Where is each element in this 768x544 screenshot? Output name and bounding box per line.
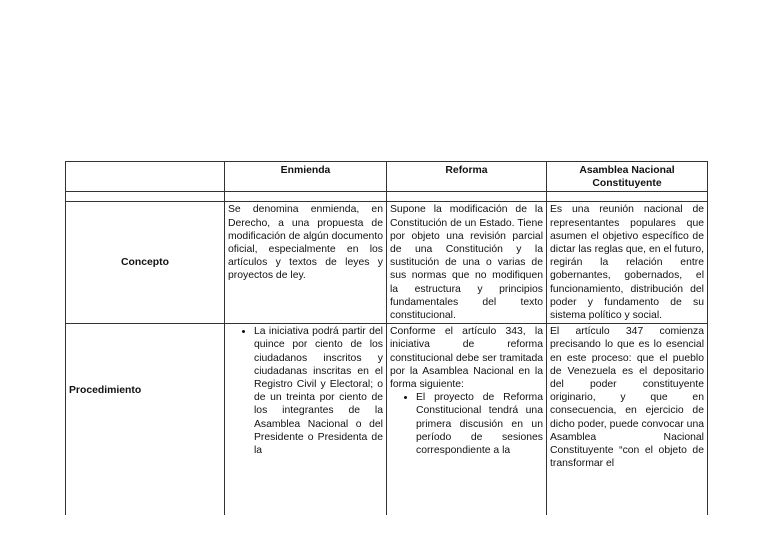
spacer-row [66,192,708,202]
table-row [66,324,708,516]
procedimiento-asamblea: El artículo 347 comienza precisando lo que es lo esencial en este proceso: que el pueblo de Venezuela es el depositario del poder constituyente originario, y que en consecuencia, en ejercicio de dicho poder, puede convocar una Asamblea Nacional Constituyente “con el objeto de transformar el [547,324,708,516]
reforma-intro: Conforme el artículo 343, la iniciativa de reforma constitucional debe ser tramitada por la Asamblea Nacional en la forma siguiente: [390,326,543,391]
list-item: • La iniciativa podrá partir del quince por ciento de los ciudadanos inscritos y ciudadanas inscritas en el Registro Civil y Electoral; o de un treinta por ciento de los integrantes de la Asamblea Nacional o del Presidente o Presidenta de la [254,325,383,457]
concepto-enmienda: Se denomina enmienda, en Derecho, a una propuesta de modificación de algún documento oficial, especialmente en los artículos y textos de leyes y proyectos de ley. [225,202,387,324]
list-item: • El proyecto de Reforma Constitucional tendrá una primera discusión en un período de sesiones correspondiente a la [416,391,543,457]
header-asamblea: Asamblea Nacional Constituyente [547,162,708,192]
concepto-reforma: Supone la modificación de la Constitución de un Estado. Tiene por objeto una revisión parcial de una Constitución y la sustitución de una o varias de sus normas que no modifiquen la estructura y principios fundamentales del texto constitucional. [387,202,547,324]
procedimiento-reforma [387,324,547,516]
bullet-list [228,325,383,457]
concepto-asamblea: Es una reunión nacional de representantes populares que asumen el objetivo específico de dictar las reglas que, en el futuro, regirán la relación entre gobernantes, gobernados, el funcionamiento, distribución del poder y fundamento de su sistema político y social. [547,202,708,324]
row-label-procedimiento: Procedimiento [66,324,225,516]
header-row [66,162,708,192]
bullet-list [390,391,543,457]
comparison-table [65,161,708,515]
procedimiento-enmienda [225,324,387,516]
table-row [66,202,708,324]
header-reforma: Reforma [387,162,547,192]
header-enmienda: Enmienda [225,162,387,192]
header-empty [66,162,225,192]
row-label-concepto: Concepto [66,202,225,324]
